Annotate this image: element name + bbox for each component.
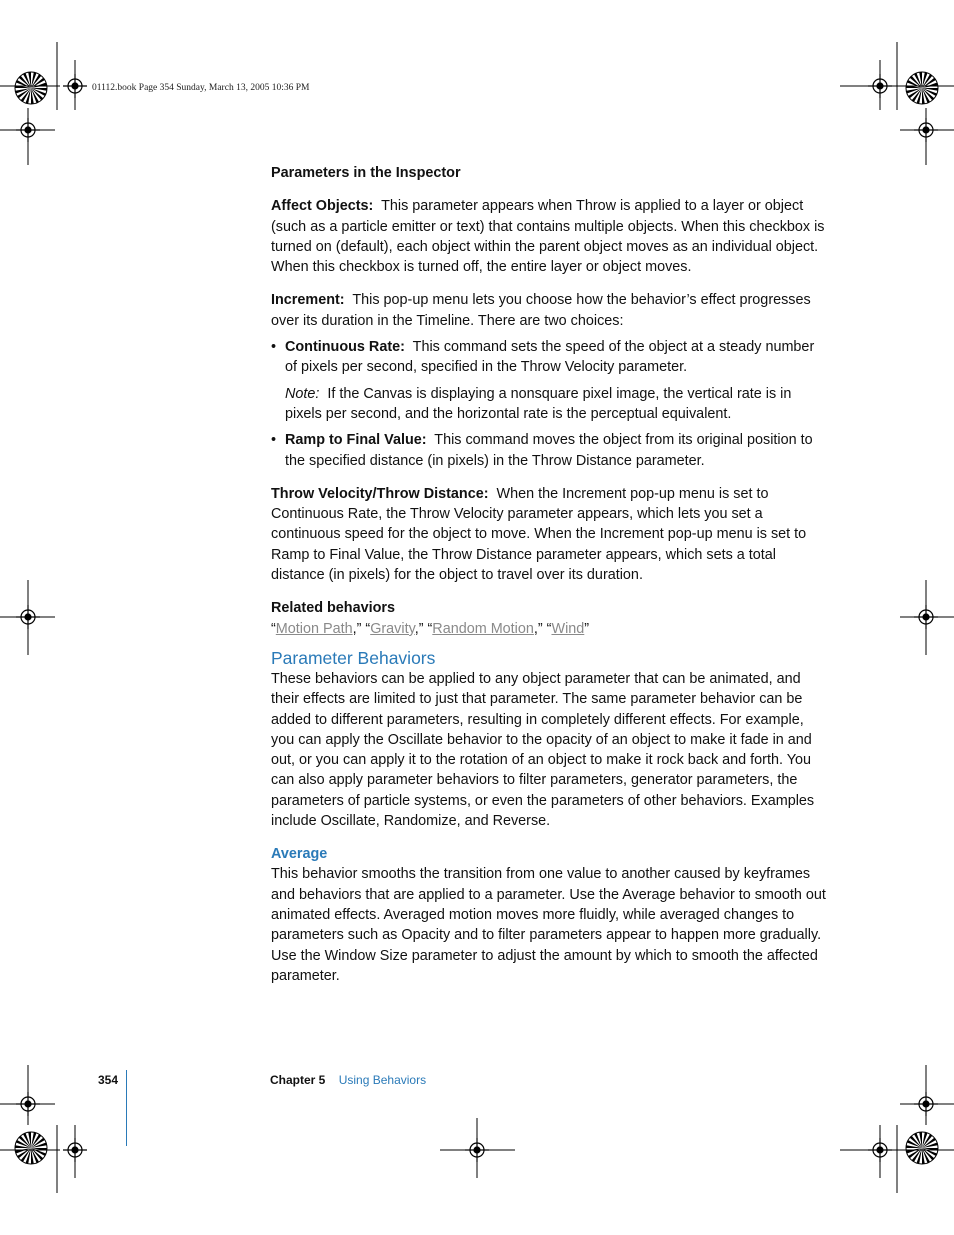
footer-divider [126,1070,127,1146]
continuous-rate-text: This command sets the speed of the object at a steady number of pixels per second, specified in the Throw Velocity parameter. [285,339,815,376]
print-slug: 01112.book Page 354 Sunday, March 13, 2005 10:36 PM [92,83,310,93]
affect-objects-term: Affect Objects: [271,198,374,215]
link-random-motion[interactable]: Random Motion [432,620,534,637]
bullet-ramp-to-final-value [271,430,827,471]
average-heading: Average [271,846,328,863]
average-text: This behavior smooths the transition from one value to another caused by keyframes and behaviors that are applied to a parameter. Use the Average behavior to smooth out animated effects. Averaged motion moves more fluidly, while averaged changes to parameters such as Opacity and to filter parameters appear to happen more gradually. Use the Window Size parameter to adjust the amount by which to smooth the affected parameter. [271,866,826,984]
note-label: Note: [285,385,320,402]
related-heading: Related behaviors [271,600,395,617]
note-paragraph [271,384,827,425]
starburst-target-icon [906,1132,938,1164]
parameter-behaviors-heading: Parameter Behaviors [271,647,436,668]
ramp-term: Ramp to Final Value: [285,432,427,449]
increment-term: Increment: [271,292,345,309]
starburst-target-icon [906,72,938,104]
page-number: 354 [98,1073,119,1087]
bullet-continuous-rate [271,337,827,378]
starburst-target-icon [15,72,47,104]
related-links: “Motion Path,” “Gravity,” “Random Motion,” “Wind” [271,620,590,637]
note-text: If the Canvas is displaying a nonsquare pixel image, the vertical rate is in pixels per second, and the horizontal rate is the perceptual equivalent. [285,385,792,422]
throw-velocity-term: Throw Velocity/Throw Distance: [271,485,489,502]
starburst-target-icon [15,1132,47,1164]
bullet-icon: • [271,339,277,356]
chapter-title: Using Behaviors [338,1073,427,1087]
throw-velocity-text: When the Increment pop-up menu is set to Continuous Rate, the Throw Velocity parameter appears, which lets you set a continuous speed for the object to move. When the Increment pop-up menu is set to Ramp to Final Value, the Throw Distance parameter appears, which sets a total distance (in pixels) for the object to travel over its duration. [271,485,807,584]
increment-text: This pop-up menu lets you choose how the behavior’s effect progresses over its duration in the Timeline. There are two choices: [271,292,811,329]
link-motion-path[interactable]: Motion Path [275,620,353,637]
footer-chapter [270,1073,426,1087]
ramp-text: This command moves the object from its original position to the specified distance (in pixels) in the Throw Distance parameter. [285,432,813,469]
parameter-behaviors-text: These behaviors can be applied to any object parameter that can be animated, and their effects are limited to just that parameter. The same parameter behavior can be added to different parameters, resulting in completely different effects. For example, you can apply the Oscillate behavior to the opacity of an object to make it fade in and out, or you can apply it to the rotation of an object to make it rock back and forth. You can also apply parameter behaviors to filter parameters, generator parameters, the parameters of particle systems, or even the parameters of other behaviors. Examples include Oscillate, Randomize, and Reverse. [271,670,815,830]
bullet-icon: • [271,432,277,449]
inspector-heading: Parameters in the Inspector [271,165,461,181]
page-content [271,163,827,986]
link-wind[interactable]: Wind [551,620,585,637]
affect-objects-paragraph [271,196,827,277]
chapter-label: Chapter 5 [270,1073,326,1087]
increment-paragraph [271,290,827,331]
throw-velocity-paragraph [271,484,827,585]
affect-objects-text: This parameter appears when Throw is applied to a layer or object (such as a particle emitter or text) that contains multiple objects. When this checkbox is turned on (default), each object within the parent object moves as an individual object. When this checkbox is turned off, the entire layer or object moves. [271,198,825,276]
continuous-rate-term: Continuous Rate: [285,339,405,356]
link-gravity[interactable]: Gravity [370,620,415,637]
